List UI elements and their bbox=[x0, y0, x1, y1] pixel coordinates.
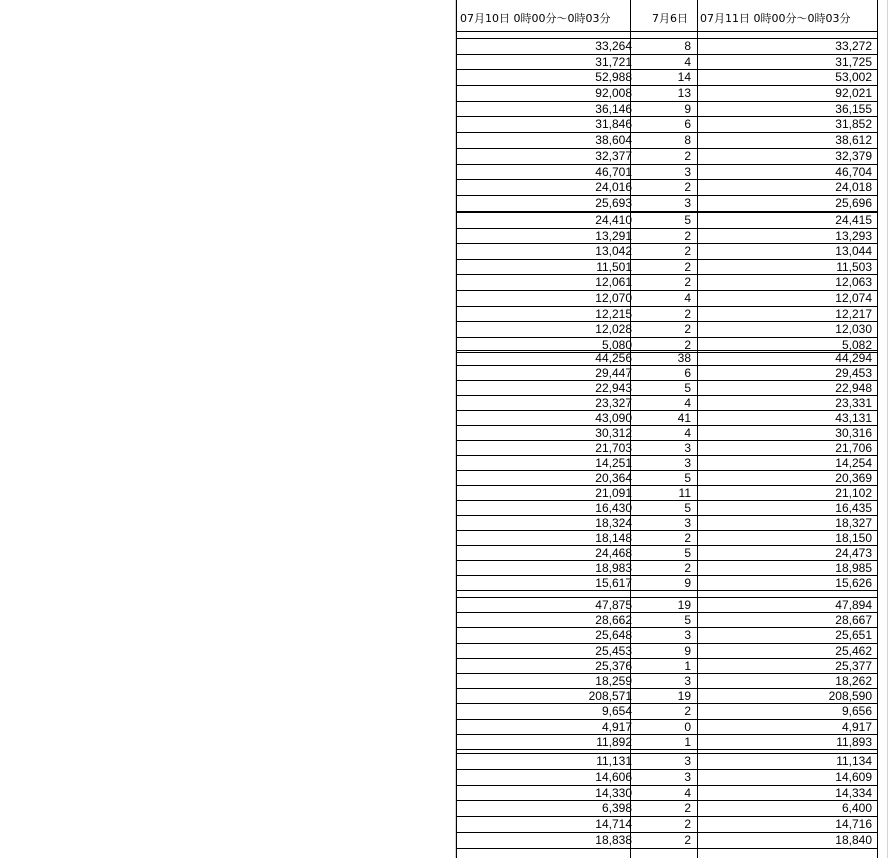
diff-cell[interactable]: 3 bbox=[684, 754, 691, 768]
data-group bbox=[456, 212, 878, 353]
diff-cell[interactable]: 8 bbox=[684, 133, 691, 148]
diff-cell[interactable]: 9 bbox=[684, 576, 691, 590]
views-jul10-cell[interactable]: 11,501 bbox=[596, 259, 632, 274]
diff-cell[interactable]: 2 bbox=[684, 180, 691, 195]
views-jul11-cell[interactable]: 5,082 bbox=[841, 337, 872, 352]
views-jul10-cell[interactable]: 24,410 bbox=[595, 213, 632, 227]
table-row bbox=[456, 39, 878, 55]
views-jul10-cell[interactable]: 52,988 bbox=[595, 70, 632, 85]
diff-cell[interactable]: 3 bbox=[684, 441, 691, 455]
views-jul10-cell[interactable]: 16,430 bbox=[595, 501, 632, 515]
diff-cell[interactable]: 1 bbox=[684, 658, 691, 673]
views-jul11-cell[interactable]: 25,462 bbox=[835, 643, 872, 658]
views-jul10-cell[interactable]: 12,215 bbox=[595, 306, 632, 321]
views-jul10-cell[interactable]: 46,701 bbox=[595, 164, 632, 179]
table-row bbox=[456, 244, 878, 260]
table-row bbox=[456, 613, 878, 628]
views-jul10-cell[interactable]: 11,131 bbox=[596, 754, 632, 768]
views-jul11-cell[interactable]: 11,893 bbox=[836, 734, 872, 749]
table-row bbox=[456, 720, 878, 735]
views-jul11-cell[interactable]: 24,415 bbox=[835, 213, 872, 227]
diff-cell[interactable]: 3 bbox=[684, 164, 691, 179]
views-jul10-cell[interactable]: 21,091 bbox=[595, 486, 632, 500]
table-row bbox=[456, 674, 878, 689]
diff-cell[interactable]: 2 bbox=[684, 275, 691, 290]
diff-cell[interactable]: 2 bbox=[684, 259, 691, 274]
views-jul11-cell[interactable]: 32,379 bbox=[835, 148, 872, 163]
table-row bbox=[456, 561, 878, 576]
views-jul11-cell[interactable]: 18,150 bbox=[835, 531, 872, 545]
views-jul10-cell[interactable]: 12,028 bbox=[595, 322, 632, 337]
views-jul10-cell[interactable]: 30,312 bbox=[595, 426, 632, 440]
views-jul10-cell[interactable]: 18,983 bbox=[595, 561, 632, 575]
table-row bbox=[456, 213, 878, 229]
views-jul11-cell[interactable]: 30,316 bbox=[835, 426, 872, 440]
diff-cell[interactable]: 4 bbox=[684, 396, 691, 410]
views-jul11-cell[interactable]: 11,134 bbox=[836, 754, 872, 768]
views-jul10-cell[interactable]: 14,330 bbox=[595, 785, 632, 800]
views-jul10-cell[interactable]: 18,148 bbox=[595, 531, 632, 545]
table-row bbox=[456, 531, 878, 546]
views-jul11-cell[interactable]: 21,102 bbox=[835, 486, 872, 500]
views-jul10-cell[interactable]: 13,042 bbox=[595, 244, 632, 259]
views-jul11-cell[interactable]: 24,018 bbox=[835, 180, 872, 195]
views-jul10-cell[interactable]: 33,264 bbox=[595, 39, 632, 53]
table-row bbox=[456, 117, 878, 133]
table-row bbox=[456, 396, 878, 411]
table-row bbox=[456, 180, 878, 196]
views-jul10-cell[interactable]: 25,648 bbox=[595, 628, 632, 643]
views-jul11-cell[interactable]: 20,369 bbox=[835, 471, 872, 485]
table-row bbox=[456, 133, 878, 149]
table-row bbox=[456, 486, 878, 501]
views-jul11-cell[interactable]: 25,651 bbox=[835, 628, 872, 643]
table-row bbox=[456, 801, 878, 817]
table-row bbox=[456, 598, 878, 613]
table-row bbox=[456, 260, 878, 276]
header-col-b[interactable]: 7月6日 bbox=[652, 12, 688, 25]
header-col-a[interactable]: 07月10日 0時00分～0時03分 bbox=[460, 12, 611, 25]
diff-cell[interactable]: 11 bbox=[678, 486, 691, 500]
table-row bbox=[456, 411, 878, 426]
diff-cell[interactable]: 4 bbox=[684, 290, 691, 305]
table-row bbox=[456, 628, 878, 643]
table-row bbox=[456, 196, 878, 212]
table-row bbox=[456, 291, 878, 307]
views-jul10-cell[interactable]: 12,070 bbox=[595, 290, 632, 305]
views-jul10-cell[interactable]: 18,324 bbox=[595, 516, 632, 530]
table-row bbox=[456, 786, 878, 802]
views-jul11-cell[interactable]: 29,453 bbox=[835, 366, 872, 380]
table-row bbox=[456, 689, 878, 704]
views-jul11-cell[interactable]: 25,696 bbox=[835, 195, 872, 210]
diff-cell[interactable]: 13 bbox=[677, 86, 691, 101]
diff-cell[interactable]: 3 bbox=[684, 769, 691, 784]
table-row bbox=[456, 659, 878, 674]
views-jul11-cell[interactable]: 43,131 bbox=[835, 411, 872, 425]
views-jul11-cell[interactable]: 23,331 bbox=[835, 396, 872, 410]
column-divider bbox=[887, 0, 888, 858]
diff-cell[interactable]: 4 bbox=[684, 426, 691, 440]
diff-cell[interactable]: 3 bbox=[684, 195, 691, 210]
table-row bbox=[456, 322, 878, 338]
table-row bbox=[456, 70, 878, 86]
diff-cell[interactable]: 0 bbox=[684, 719, 691, 734]
table-row bbox=[456, 307, 878, 323]
diff-cell[interactable]: 14 bbox=[677, 70, 691, 85]
diff-cell[interactable]: 6 bbox=[684, 117, 691, 132]
views-jul11-cell[interactable]: 33,272 bbox=[835, 39, 872, 53]
table-row bbox=[456, 576, 878, 591]
table-row bbox=[456, 86, 878, 102]
header-divider bbox=[456, 31, 878, 32]
table-row bbox=[456, 644, 878, 659]
views-jul10-cell[interactable]: 208,571 bbox=[588, 689, 632, 704]
views-jul11-cell[interactable]: 6,400 bbox=[841, 801, 872, 816]
table-row bbox=[456, 275, 878, 291]
views-jul11-cell[interactable]: 18,327 bbox=[835, 516, 872, 530]
views-jul10-cell[interactable]: 25,453 bbox=[595, 643, 632, 658]
views-jul10-cell[interactable]: 24,016 bbox=[595, 180, 632, 195]
views-jul11-cell[interactable]: 9,656 bbox=[841, 704, 872, 719]
diff-cell[interactable]: 2 bbox=[684, 531, 691, 545]
views-jul11-cell[interactable]: 31,725 bbox=[835, 54, 872, 69]
table-row bbox=[456, 229, 878, 245]
views-jul10-cell[interactable]: 12,061 bbox=[595, 275, 632, 290]
views-jul10-cell[interactable]: 21,703 bbox=[595, 441, 632, 455]
views-jul10-cell[interactable]: 25,693 bbox=[595, 195, 632, 210]
views-jul10-cell[interactable]: 47,875 bbox=[595, 598, 632, 612]
diff-cell[interactable]: 2 bbox=[684, 244, 691, 259]
views-jul11-cell[interactable]: 11,503 bbox=[836, 259, 872, 274]
diff-cell[interactable]: 9 bbox=[684, 101, 691, 116]
table-row bbox=[456, 351, 878, 366]
diff-cell[interactable]: 2 bbox=[684, 817, 691, 832]
views-jul10-cell[interactable]: 15,617 bbox=[595, 576, 632, 590]
diff-cell[interactable]: 2 bbox=[684, 832, 691, 847]
table-row bbox=[456, 546, 878, 561]
table-row bbox=[456, 817, 878, 833]
views-jul11-cell[interactable]: 16,435 bbox=[835, 501, 872, 515]
diff-cell[interactable]: 3 bbox=[684, 516, 691, 530]
diff-cell[interactable]: 4 bbox=[684, 785, 691, 800]
views-jul11-cell[interactable]: 14,716 bbox=[835, 817, 872, 832]
diff-cell[interactable]: 2 bbox=[684, 306, 691, 321]
table-row bbox=[456, 149, 878, 165]
table-row bbox=[456, 441, 878, 456]
diff-cell[interactable]: 19 bbox=[677, 598, 691, 612]
views-jul11-cell[interactable]: 14,609 bbox=[835, 769, 872, 784]
views-jul10-cell[interactable]: 6,398 bbox=[601, 801, 632, 816]
views-jul10-cell[interactable]: 14,714 bbox=[595, 817, 632, 832]
views-jul11-cell[interactable]: 47,894 bbox=[835, 598, 872, 612]
views-jul10-cell[interactable]: 9,654 bbox=[601, 704, 632, 719]
table-row bbox=[456, 516, 878, 531]
views-jul11-cell[interactable]: 18,985 bbox=[835, 561, 872, 575]
table-row bbox=[456, 426, 878, 441]
views-jul10-cell[interactable]: 36,146 bbox=[595, 101, 632, 116]
header-col-c[interactable]: 07月11日 0時00分～0時03分 bbox=[700, 12, 851, 25]
views-jul11-cell[interactable]: 208,590 bbox=[828, 689, 872, 704]
views-jul10-cell[interactable]: 31,721 bbox=[595, 54, 632, 69]
views-jul11-cell[interactable]: 22,948 bbox=[835, 381, 872, 395]
table-row bbox=[456, 456, 878, 471]
table-row bbox=[456, 735, 878, 750]
views-jul10-cell[interactable]: 22,943 bbox=[595, 381, 632, 395]
diff-cell[interactable]: 38 bbox=[677, 351, 691, 365]
views-jul11-cell[interactable]: 14,334 bbox=[835, 785, 872, 800]
views-jul10-cell[interactable]: 18,259 bbox=[595, 673, 632, 688]
views-jul11-cell[interactable]: 36,155 bbox=[835, 101, 872, 116]
views-jul11-cell[interactable]: 15,626 bbox=[835, 576, 872, 590]
diff-cell[interactable]: 3 bbox=[684, 673, 691, 688]
diff-cell[interactable]: 19 bbox=[677, 689, 691, 704]
views-jul10-cell[interactable]: 44,256 bbox=[595, 351, 632, 365]
views-jul11-cell[interactable]: 92,021 bbox=[835, 86, 872, 101]
views-jul10-cell[interactable]: 5,080 bbox=[601, 337, 632, 352]
views-jul10-cell[interactable]: 31,846 bbox=[595, 117, 632, 132]
views-jul10-cell[interactable]: 92,008 bbox=[595, 86, 632, 101]
views-jul10-cell[interactable]: 18,838 bbox=[595, 832, 632, 847]
views-jul11-cell[interactable]: 44,294 bbox=[835, 351, 872, 365]
table-row bbox=[456, 55, 878, 71]
views-jul11-cell[interactable]: 12,063 bbox=[835, 275, 872, 290]
views-jul11-cell[interactable]: 38,612 bbox=[835, 133, 872, 148]
table-row bbox=[456, 381, 878, 396]
views-jul11-cell[interactable]: 46,704 bbox=[835, 164, 872, 179]
views-jul11-cell[interactable]: 4,917 bbox=[841, 719, 872, 734]
data-group bbox=[456, 350, 878, 591]
views-jul10-cell[interactable]: 38,604 bbox=[595, 133, 632, 148]
views-jul11-cell[interactable]: 12,074 bbox=[835, 290, 872, 305]
diff-cell[interactable]: 5 bbox=[684, 381, 691, 395]
views-jul11-cell[interactable]: 18,840 bbox=[835, 832, 872, 847]
diff-cell[interactable]: 2 bbox=[684, 704, 691, 719]
views-jul11-cell[interactable]: 13,044 bbox=[835, 244, 872, 259]
table-row bbox=[456, 833, 878, 849]
diff-cell[interactable]: 5 bbox=[684, 501, 691, 515]
diff-cell[interactable]: 9 bbox=[684, 643, 691, 658]
diff-cell[interactable]: 4 bbox=[684, 54, 691, 69]
views-jul10-cell[interactable]: 43,090 bbox=[595, 411, 632, 425]
diff-cell[interactable]: 5 bbox=[684, 613, 691, 628]
views-jul10-cell[interactable]: 14,606 bbox=[595, 769, 632, 784]
table-row bbox=[456, 471, 878, 486]
diff-cell[interactable]: 3 bbox=[684, 456, 691, 470]
views-jul11-cell[interactable]: 18,262 bbox=[835, 673, 872, 688]
views-jul10-cell[interactable]: 28,662 bbox=[595, 613, 632, 628]
table-row bbox=[456, 704, 878, 719]
diff-cell[interactable]: 5 bbox=[684, 213, 691, 227]
diff-cell[interactable]: 6 bbox=[684, 366, 691, 380]
diff-cell[interactable]: 2 bbox=[684, 322, 691, 337]
data-group bbox=[456, 38, 878, 212]
views-jul10-cell[interactable]: 24,468 bbox=[595, 546, 632, 560]
views-jul10-cell[interactable]: 13,291 bbox=[595, 228, 632, 243]
views-jul11-cell[interactable]: 13,293 bbox=[835, 228, 872, 243]
views-jul11-cell[interactable]: 53,002 bbox=[835, 70, 872, 85]
diff-cell[interactable]: 3 bbox=[684, 628, 691, 643]
table-row bbox=[456, 366, 878, 381]
diff-cell[interactable]: 41 bbox=[677, 411, 691, 425]
data-group bbox=[456, 597, 878, 750]
views-jul10-cell[interactable]: 29,447 bbox=[595, 366, 632, 380]
views-jul10-cell[interactable]: 23,327 bbox=[595, 396, 632, 410]
diff-cell[interactable]: 1 bbox=[684, 734, 691, 749]
views-jul11-cell[interactable]: 24,473 bbox=[835, 546, 872, 560]
table-row bbox=[456, 102, 878, 118]
diff-cell[interactable]: 5 bbox=[684, 471, 691, 485]
views-jul11-cell[interactable]: 31,852 bbox=[835, 117, 872, 132]
views-jul11-cell[interactable]: 14,254 bbox=[835, 456, 872, 470]
views-jul11-cell[interactable]: 12,030 bbox=[835, 322, 872, 337]
diff-cell[interactable]: 2 bbox=[684, 148, 691, 163]
views-jul10-cell[interactable]: 4,917 bbox=[601, 719, 632, 734]
table-row bbox=[456, 165, 878, 181]
table-row bbox=[456, 501, 878, 516]
table-row bbox=[456, 754, 878, 770]
diff-cell[interactable]: 2 bbox=[684, 561, 691, 575]
diff-cell[interactable]: 5 bbox=[684, 546, 691, 560]
views-jul10-cell[interactable]: 25,376 bbox=[595, 658, 632, 673]
diff-cell[interactable]: 2 bbox=[684, 228, 691, 243]
views-jul10-cell[interactable]: 11,892 bbox=[596, 734, 632, 749]
diff-cell[interactable]: 2 bbox=[684, 801, 691, 816]
views-jul11-cell[interactable]: 12,217 bbox=[835, 306, 872, 321]
views-jul11-cell[interactable]: 25,377 bbox=[835, 658, 872, 673]
views-jul10-cell[interactable]: 14,251 bbox=[595, 456, 632, 470]
views-jul11-cell[interactable]: 21,706 bbox=[835, 441, 872, 455]
data-group bbox=[456, 753, 878, 849]
table-row bbox=[456, 770, 878, 786]
views-jul11-cell[interactable]: 28,667 bbox=[835, 613, 872, 628]
views-jul10-cell[interactable]: 32,377 bbox=[595, 148, 632, 163]
views-jul10-cell[interactable]: 20,364 bbox=[595, 471, 632, 485]
diff-cell[interactable]: 8 bbox=[684, 39, 691, 53]
diff-cell[interactable]: 2 bbox=[684, 337, 691, 352]
